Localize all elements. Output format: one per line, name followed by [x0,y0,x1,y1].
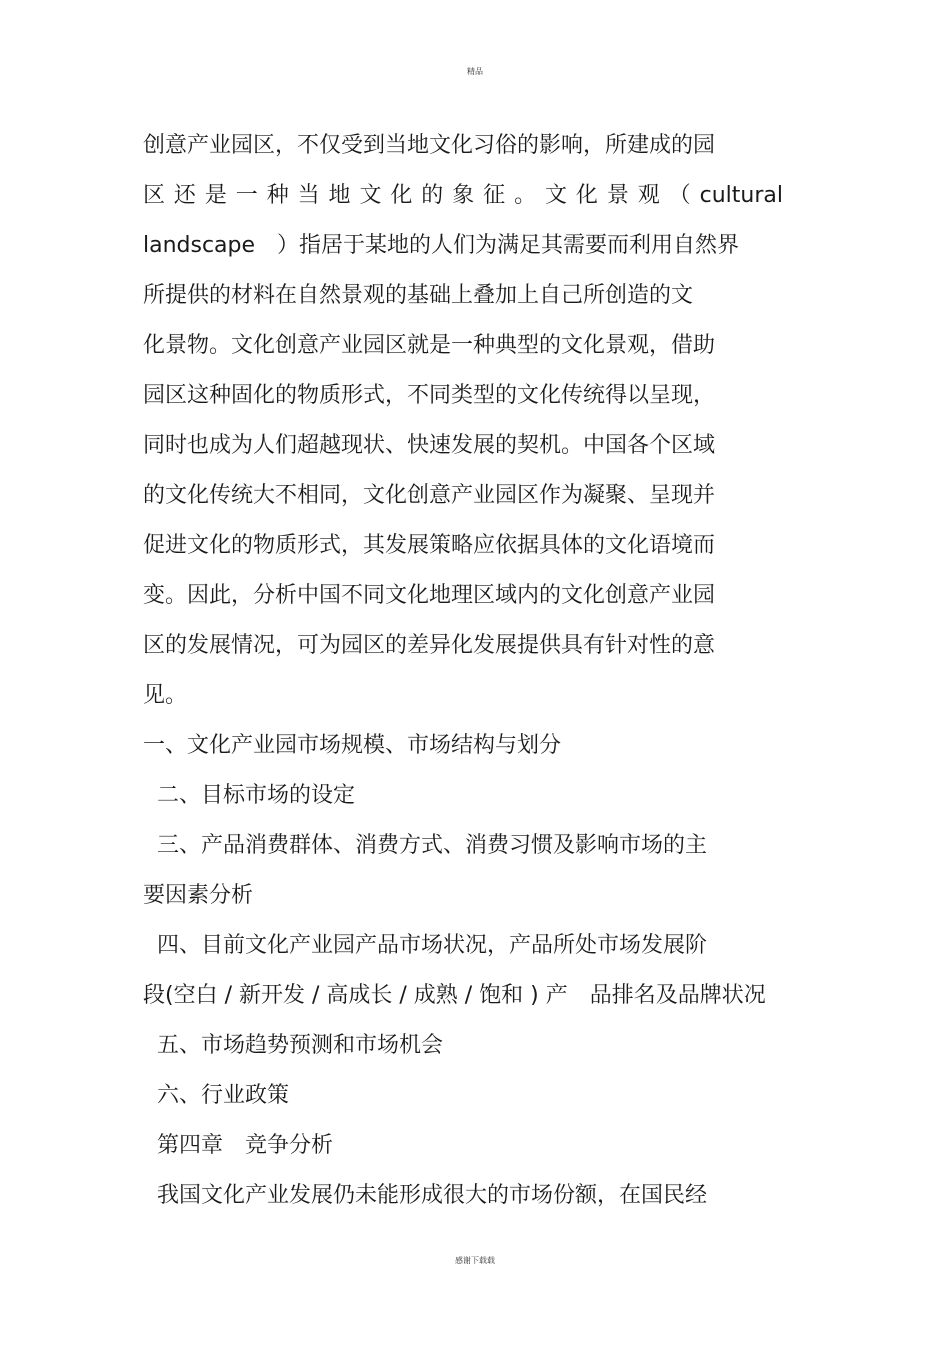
section-heading: 一、文化产业园市场规模、市场结构与划分 [143,733,562,758]
paragraph-line: landscape ）指居于某地的人们为满足其需要而利用自然界 [143,233,740,258]
paragraph-line: 区的发展情况，可为园区的差异化发展提供具有针对性的意 [143,633,716,658]
chapter-heading: 第四章 竞争分析 [157,1133,334,1158]
paragraph-line: 园区这种固化的物质形式，不同类型的文化传统得以呈现， [143,383,716,408]
char: 一 [235,183,258,208]
paragraph-line: 同时也成为人们超越现状、快速发展的契机。中国各个区域 [143,433,716,458]
paragraph-line: 变。因此，分析中国不同文化地理区域内的文化创意产业园 [143,583,716,608]
paragraph-line: 所提供的材料在自然景观的基础上叠加上自己所创造的文 [143,283,694,308]
section-heading-continued: 段(空白 / 新开发 / 高成长 / 成熟 / 饱和 ) 产 品排名及品牌状况 [143,983,766,1008]
section-heading-continued: 要因素分析 [143,883,254,908]
char: 当 [297,183,320,208]
section-heading: 三、产品消费群体、消费方式、消费习惯及影响市场的主 [157,833,708,858]
char: 征 [483,183,506,208]
char: 区 [143,183,166,208]
char: 文 [359,183,382,208]
char: 化 [390,183,413,208]
char: 观 [637,183,660,208]
paragraph-line-justified [143,181,783,211]
char: 化 [575,183,598,208]
section-heading: 二、目标市场的设定 [157,783,356,808]
char: 象 [452,183,475,208]
char: 是 [204,183,227,208]
char: 种 [266,183,289,208]
word: cultural [699,183,783,208]
char: 的 [421,183,444,208]
char: （ [668,183,691,208]
paragraph-line: 的文化传统大不相同，文化创意产业园区作为凝聚、呈现并 [143,483,716,508]
char: 文 [544,183,567,208]
paragraph-line: 见。 [143,683,188,708]
page-header: 精品 [467,67,483,76]
char: 景 [606,183,629,208]
paragraph-line: 创意产业园区，不仅受到当地文化习俗的影响，所建成的园 [143,133,716,158]
page-footer: 感谢下载载 [455,1256,495,1265]
section-heading: 四、目前文化产业园产品市场状况，产品所处市场发展阶 [157,933,708,958]
char: 还 [173,183,196,208]
section-heading: 六、行业政策 [157,1083,290,1108]
paragraph-line: 促进文化的物质形式，其发展策略应依据具体的文化语境而 [143,533,716,558]
char: 地 [328,183,351,208]
char: 。 [514,183,537,208]
section-heading: 五、市场趋势预测和市场机会 [157,1033,444,1058]
paragraph-line: 化景物。文化创意产业园区就是一种典型的文化景观，借助 [143,333,716,358]
paragraph-line: 我国文化产业发展仍未能形成很大的市场份额，在国民经 [157,1183,708,1208]
